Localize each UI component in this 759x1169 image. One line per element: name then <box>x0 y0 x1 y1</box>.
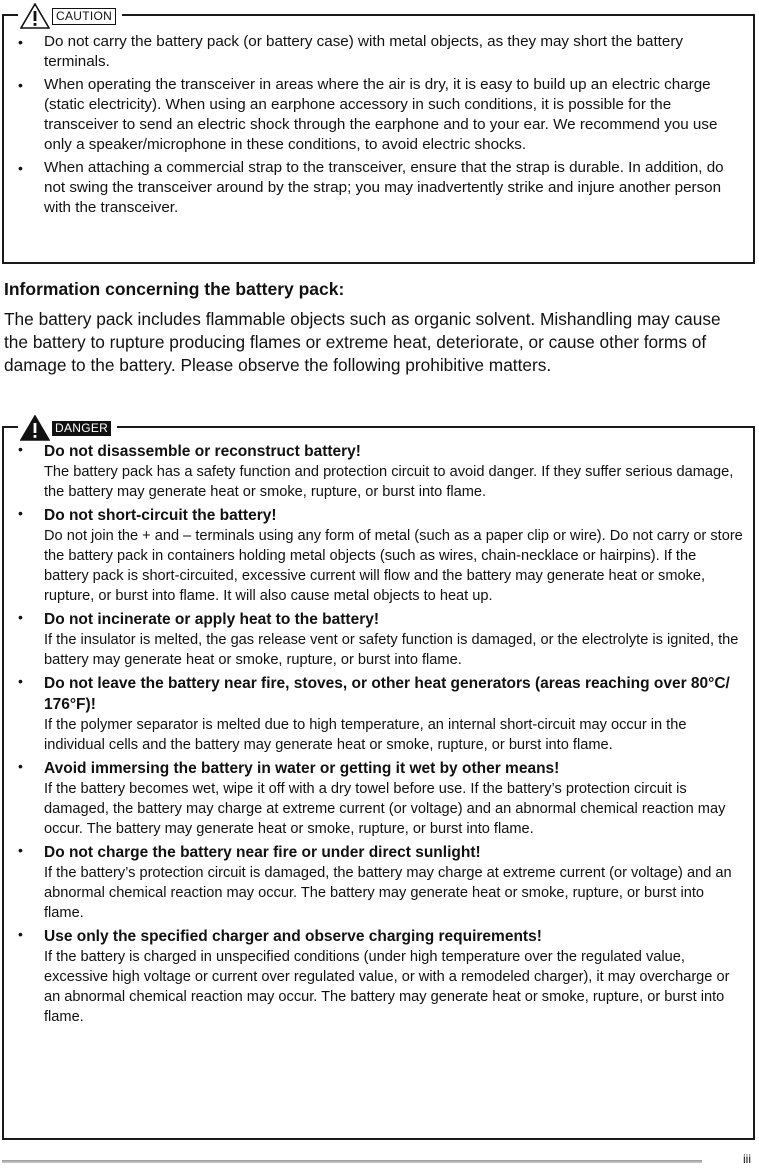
danger-item-heading: • Do not leave the battery near fire, stoves, or other heat generators (areas reaching over 80°C/ 176°F)! <box>44 675 730 713</box>
caution-item: • Do not carry the battery pack (or battery case) with metal objects, as they may short the battery terminals. <box>4 32 753 72</box>
caution-item: • When attaching a commercial strap to the transceiver, ensure that the strap is durable. In addition, do not swing the transceiver around by the strap; you may inadvertently strike and injure another person with the transceiver. <box>4 158 753 218</box>
danger-item-body: If the battery becomes wet, wipe it off with a dry towel before use. If the battery’s protection circuit is damaged, the battery may charge at extreme current (or voltage) and an abnormal chemical reaction may occur. The battery may generate heat or smoke, rupture, or burst into flame. <box>44 781 726 837</box>
danger-item-heading: • Do not short-circuit the battery! <box>44 507 277 524</box>
danger-item <box>4 505 753 606</box>
danger-label: DANGER <box>52 421 111 436</box>
caution-label: CAUTION <box>52 8 116 25</box>
danger-item-heading: • Do not disassemble or reconstruct battery! <box>44 443 361 460</box>
danger-item-body: If the insulator is melted, the gas release vent or safety function is damaged, or the electrolyte is ignited, the battery may generate heat or smoke, rupture, or burst into flame. <box>44 632 739 668</box>
danger-item-heading: • Use only the specified charger and observe charging requirements! <box>44 928 542 945</box>
page-number: iii <box>743 1152 751 1166</box>
danger-item <box>4 609 753 670</box>
danger-item <box>4 758 753 839</box>
danger-item-heading: • Do not charge the battery near fire or under direct sunlight! <box>44 844 481 861</box>
section-intro: The battery pack includes flammable objects such as organic solvent. Mishandling may cause the battery to rupture producing flames or extreme heat, deteriorate, or cause other forms of damage to the battery. Please observe the following prohibitive matters. <box>4 309 721 375</box>
danger-item-body: If the battery is charged in unspecified conditions (under high temperature over the regulated value, excessive high voltage or current over regulated value, or with a remodeled charger), it may overcharge or an abnormal chemical reaction may occur. The battery may generate heat or smoke, rupture, or burst into flame. <box>44 949 730 1025</box>
danger-item-body: The battery pack has a safety function and protection circuit to avoid danger. If they suffer serious damage, the battery may generate heat or smoke, rupture, or burst into flame. <box>44 464 734 500</box>
danger-tag <box>18 415 117 441</box>
danger-item-body: If the polymer separator is melted due to high temperature, an internal short-circuit may occur in the individual cells and the battery may generate heat or smoke, rupture, or burst into flame. <box>44 717 687 753</box>
caution-item: • When operating the transceiver in areas where the air is dry, it is easy to build up an electric charge (static electricity). When using an earphone accessory in such conditions, it is possible for the transceiver to send an electric shock through the earphone and to your ear. We recommend you use only a speaker/microphone in these conditions, to avoid electric shocks. <box>4 75 753 155</box>
caution-box <box>2 8 755 264</box>
danger-box <box>2 420 755 1140</box>
danger-item <box>4 842 753 923</box>
danger-item-body: If the battery’s protection circuit is damaged, the battery may charge at extreme current (or voltage) and an abnormal chemical reaction may occur. The battery may generate heat or smoke, rupture, or burst into flame. <box>44 865 732 921</box>
section-title: Information concerning the battery pack: <box>4 279 345 299</box>
warning-triangle-icon <box>20 3 50 29</box>
danger-item-body: Do not join the + and – terminals using any form of metal (such as a paper clip or wire). Do not carry or store the battery pack in containers holding metal objects (such as wires, chain-necklace or hairpins). If the battery pack is short-circuited, excessive current will flow and the battery may generate heat or smoke, rupture, or burst into flame. It will also cause metal objects to heat up. <box>44 528 743 604</box>
danger-item <box>4 673 753 755</box>
danger-item-heading: • Avoid immersing the battery in water or getting it wet by other means! <box>44 760 560 777</box>
danger-item <box>4 926 753 1027</box>
danger-list <box>4 441 753 1030</box>
caution-list <box>4 32 753 221</box>
footer-rule <box>2 1160 702 1163</box>
danger-item-heading: • Do not incinerate or apply heat to the battery! <box>44 611 380 628</box>
caution-tag <box>18 3 122 29</box>
danger-item <box>4 441 753 502</box>
danger-triangle-icon <box>20 415 50 441</box>
